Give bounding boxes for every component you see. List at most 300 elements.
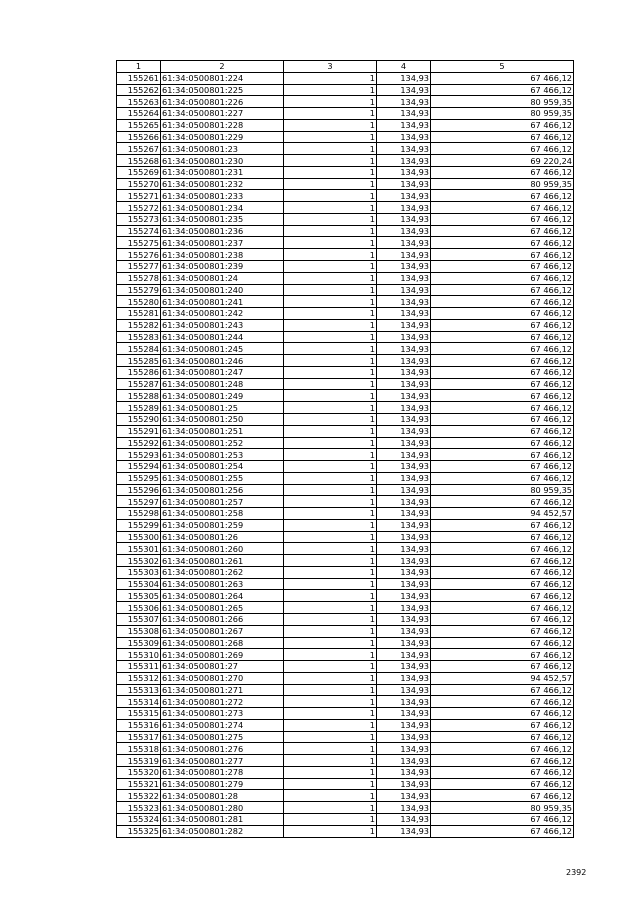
- table-row: [117, 202, 574, 214]
- count-value: 1: [284, 672, 377, 684]
- row-number: 155295: [117, 472, 161, 484]
- count-value: 1: [284, 590, 377, 602]
- cost-value: 67 466,12: [431, 308, 574, 320]
- count-value: 1: [284, 390, 377, 402]
- count-value: 1: [284, 766, 377, 778]
- count-value: 1: [284, 461, 377, 473]
- area-value: 134,93: [377, 390, 431, 402]
- cost-value: 67 466,12: [431, 602, 574, 614]
- table-row: [117, 119, 574, 131]
- cost-value: 80 959,35: [431, 178, 574, 190]
- row-number: 155315: [117, 708, 161, 720]
- count-value: 1: [284, 449, 377, 461]
- cadastral-number: 61:34:0500801:243: [161, 319, 284, 331]
- table-row: [117, 425, 574, 437]
- area-value: 134,93: [377, 296, 431, 308]
- row-number: 155324: [117, 814, 161, 826]
- cadastral-number: 61:34:0500801:265: [161, 602, 284, 614]
- count-value: 1: [284, 237, 377, 249]
- row-number: 155320: [117, 766, 161, 778]
- row-number: 155305: [117, 590, 161, 602]
- table-row: [117, 543, 574, 555]
- cadastral-number: 61:34:0500801:245: [161, 343, 284, 355]
- cadastral-number: 61:34:0500801:233: [161, 190, 284, 202]
- count-value: 1: [284, 802, 377, 814]
- row-number: 155297: [117, 496, 161, 508]
- cadastral-number: 61:34:0500801:244: [161, 331, 284, 343]
- row-number: 155310: [117, 649, 161, 661]
- area-value: 134,93: [377, 437, 431, 449]
- count-value: 1: [284, 190, 377, 202]
- cadastral-number: 61:34:0500801:234: [161, 202, 284, 214]
- count-value: 1: [284, 72, 377, 84]
- cadastral-number: 61:34:0500801:28: [161, 790, 284, 802]
- cost-value: 67 466,12: [431, 202, 574, 214]
- cadastral-number: 61:34:0500801:280: [161, 802, 284, 814]
- cadastral-number: 61:34:0500801:236: [161, 225, 284, 237]
- area-value: 134,93: [377, 814, 431, 826]
- area-value: 134,93: [377, 778, 431, 790]
- row-number: 155284: [117, 343, 161, 355]
- cost-value: 67 466,12: [431, 708, 574, 720]
- column-header: 4: [377, 61, 431, 73]
- area-value: 134,93: [377, 755, 431, 767]
- cost-value: 67 466,12: [431, 284, 574, 296]
- count-value: 1: [284, 472, 377, 484]
- table-row: [117, 437, 574, 449]
- cadastral-number: 61:34:0500801:274: [161, 719, 284, 731]
- area-value: 134,93: [377, 378, 431, 390]
- row-number: 155317: [117, 731, 161, 743]
- cadastral-number: 61:34:0500801:229: [161, 131, 284, 143]
- table-row: [117, 155, 574, 167]
- count-value: 1: [284, 755, 377, 767]
- table-row: [117, 778, 574, 790]
- row-number: 155319: [117, 755, 161, 767]
- area-value: 134,93: [377, 496, 431, 508]
- table-row: [117, 719, 574, 731]
- cadastral-number: 61:34:0500801:270: [161, 672, 284, 684]
- row-number: 155278: [117, 272, 161, 284]
- cadastral-number: 61:34:0500801:271: [161, 684, 284, 696]
- column-header: 3: [284, 61, 377, 73]
- cost-value: 94 452,57: [431, 672, 574, 684]
- cost-value: 67 466,12: [431, 814, 574, 826]
- header-row: [117, 61, 574, 73]
- area-value: 134,93: [377, 84, 431, 96]
- row-number: 155307: [117, 613, 161, 625]
- row-number: 155299: [117, 519, 161, 531]
- cadastral-number: 61:34:0500801:228: [161, 119, 284, 131]
- count-value: 1: [284, 96, 377, 108]
- cadastral-number: 61:34:0500801:277: [161, 755, 284, 767]
- cadastral-number: 61:34:0500801:27: [161, 661, 284, 673]
- cadastral-number: 61:34:0500801:253: [161, 449, 284, 461]
- area-value: 134,93: [377, 202, 431, 214]
- table-row: [117, 131, 574, 143]
- count-value: 1: [284, 649, 377, 661]
- table-row: [117, 731, 574, 743]
- count-value: 1: [284, 790, 377, 802]
- count-value: 1: [284, 555, 377, 567]
- count-value: 1: [284, 402, 377, 414]
- row-number: 155288: [117, 390, 161, 402]
- cadastral-number: 61:34:0500801:231: [161, 166, 284, 178]
- row-number: 155287: [117, 378, 161, 390]
- area-value: 134,93: [377, 355, 431, 367]
- cadastral-number: 61:34:0500801:23: [161, 143, 284, 155]
- count-value: 1: [284, 437, 377, 449]
- table-row: [117, 508, 574, 520]
- cost-value: 67 466,12: [431, 637, 574, 649]
- area-value: 134,93: [377, 225, 431, 237]
- table-row: [117, 649, 574, 661]
- row-number: 155267: [117, 143, 161, 155]
- cadastral-number: 61:34:0500801:275: [161, 731, 284, 743]
- area-value: 134,93: [377, 155, 431, 167]
- area-value: 134,93: [377, 331, 431, 343]
- table-row: [117, 461, 574, 473]
- cadastral-number: 61:34:0500801:24: [161, 272, 284, 284]
- area-value: 134,93: [377, 613, 431, 625]
- area-value: 134,93: [377, 519, 431, 531]
- cost-value: 67 466,12: [431, 696, 574, 708]
- area-value: 134,93: [377, 649, 431, 661]
- cadastral-number: 61:34:0500801:281: [161, 814, 284, 826]
- row-number: 155272: [117, 202, 161, 214]
- table-row: [117, 708, 574, 720]
- count-value: 1: [284, 284, 377, 296]
- area-value: 134,93: [377, 696, 431, 708]
- column-header: 2: [161, 61, 284, 73]
- count-value: 1: [284, 425, 377, 437]
- count-value: 1: [284, 84, 377, 96]
- page-number: 2392: [566, 868, 587, 877]
- cadastral-number: 61:34:0500801:241: [161, 296, 284, 308]
- table-row: [117, 296, 574, 308]
- cost-value: 67 466,12: [431, 625, 574, 637]
- cadastral-number: 61:34:0500801:255: [161, 472, 284, 484]
- cost-value: 67 466,12: [431, 143, 574, 155]
- row-number: 155312: [117, 672, 161, 684]
- count-value: 1: [284, 519, 377, 531]
- table-row: [117, 625, 574, 637]
- cost-value: 67 466,12: [431, 778, 574, 790]
- count-value: 1: [284, 637, 377, 649]
- count-value: 1: [284, 531, 377, 543]
- cost-value: 67 466,12: [431, 649, 574, 661]
- cadastral-number: 61:34:0500801:279: [161, 778, 284, 790]
- count-value: 1: [284, 814, 377, 826]
- count-value: 1: [284, 166, 377, 178]
- cost-value: 67 466,12: [431, 119, 574, 131]
- area-value: 134,93: [377, 531, 431, 543]
- cost-value: 94 452,57: [431, 508, 574, 520]
- count-value: 1: [284, 825, 377, 837]
- table-row: [117, 672, 574, 684]
- cadastral-number: 61:34:0500801:256: [161, 484, 284, 496]
- cost-value: 67 466,12: [431, 766, 574, 778]
- cost-value: 67 466,12: [431, 425, 574, 437]
- cadastral-number: 61:34:0500801:238: [161, 249, 284, 261]
- count-value: 1: [284, 155, 377, 167]
- area-value: 134,93: [377, 672, 431, 684]
- cost-value: 67 466,12: [431, 237, 574, 249]
- table-row: [117, 825, 574, 837]
- area-value: 134,93: [377, 566, 431, 578]
- table-row: [117, 602, 574, 614]
- count-value: 1: [284, 108, 377, 120]
- cadastral-number: 61:34:0500801:262: [161, 566, 284, 578]
- area-value: 134,93: [377, 625, 431, 637]
- cost-value: 67 466,12: [431, 390, 574, 402]
- table-row: [117, 249, 574, 261]
- row-number: 155311: [117, 661, 161, 673]
- row-number: 155285: [117, 355, 161, 367]
- area-value: 134,93: [377, 249, 431, 261]
- count-value: 1: [284, 225, 377, 237]
- area-value: 134,93: [377, 425, 431, 437]
- row-number: 155286: [117, 366, 161, 378]
- area-value: 134,93: [377, 508, 431, 520]
- row-number: 155289: [117, 402, 161, 414]
- table-row: [117, 696, 574, 708]
- area-value: 134,93: [377, 343, 431, 355]
- area-value: 134,93: [377, 472, 431, 484]
- count-value: 1: [284, 508, 377, 520]
- count-value: 1: [284, 331, 377, 343]
- area-value: 134,93: [377, 72, 431, 84]
- cost-value: 67 466,12: [431, 731, 574, 743]
- cost-value: 67 466,12: [431, 461, 574, 473]
- table-row: [117, 578, 574, 590]
- table-row: [117, 178, 574, 190]
- cadastral-number: 61:34:0500801:257: [161, 496, 284, 508]
- area-value: 134,93: [377, 96, 431, 108]
- count-value: 1: [284, 249, 377, 261]
- row-number: 155318: [117, 743, 161, 755]
- row-number: 155261: [117, 72, 161, 84]
- cadastral-number: 61:34:0500801:272: [161, 696, 284, 708]
- cadastral-number: 61:34:0500801:246: [161, 355, 284, 367]
- area-value: 134,93: [377, 684, 431, 696]
- area-value: 134,93: [377, 261, 431, 273]
- row-number: 155265: [117, 119, 161, 131]
- table-row: [117, 143, 574, 155]
- row-number: 155270: [117, 178, 161, 190]
- area-value: 134,93: [377, 284, 431, 296]
- area-value: 134,93: [377, 402, 431, 414]
- area-value: 134,93: [377, 578, 431, 590]
- row-number: 155291: [117, 425, 161, 437]
- table-row: [117, 613, 574, 625]
- table-row: [117, 684, 574, 696]
- count-value: 1: [284, 272, 377, 284]
- table-row: [117, 496, 574, 508]
- cadastral-number: 61:34:0500801:242: [161, 308, 284, 320]
- area-value: 134,93: [377, 555, 431, 567]
- cost-value: 67 466,12: [431, 378, 574, 390]
- row-number: 155325: [117, 825, 161, 837]
- cost-value: 67 466,12: [431, 566, 574, 578]
- table-row: [117, 355, 574, 367]
- table-row: [117, 390, 574, 402]
- cost-value: 80 959,35: [431, 484, 574, 496]
- row-number: 155273: [117, 213, 161, 225]
- table-row: [117, 555, 574, 567]
- row-number: 155303: [117, 566, 161, 578]
- row-number: 155306: [117, 602, 161, 614]
- area-value: 134,93: [377, 319, 431, 331]
- cost-value: 67 466,12: [431, 249, 574, 261]
- count-value: 1: [284, 319, 377, 331]
- area-value: 134,93: [377, 743, 431, 755]
- area-value: 134,93: [377, 461, 431, 473]
- cost-value: 67 466,12: [431, 590, 574, 602]
- table-row: [117, 413, 574, 425]
- cost-value: 67 466,12: [431, 72, 574, 84]
- cadastral-number: 61:34:0500801:237: [161, 237, 284, 249]
- table-row: [117, 743, 574, 755]
- cadastral-number: 61:34:0500801:267: [161, 625, 284, 637]
- cost-value: 67 466,12: [431, 661, 574, 673]
- cost-value: 67 466,12: [431, 261, 574, 273]
- cost-value: 67 466,12: [431, 366, 574, 378]
- cost-value: 67 466,12: [431, 84, 574, 96]
- row-number: 155269: [117, 166, 161, 178]
- row-number: 155302: [117, 555, 161, 567]
- count-value: 1: [284, 708, 377, 720]
- area-value: 134,93: [377, 449, 431, 461]
- row-number: 155322: [117, 790, 161, 802]
- cost-value: 67 466,12: [431, 272, 574, 284]
- count-value: 1: [284, 143, 377, 155]
- cost-value: 67 466,12: [431, 519, 574, 531]
- row-number: 155313: [117, 684, 161, 696]
- count-value: 1: [284, 496, 377, 508]
- cadastral-number: 61:34:0500801:261: [161, 555, 284, 567]
- table-row: [117, 519, 574, 531]
- count-value: 1: [284, 661, 377, 673]
- count-value: 1: [284, 743, 377, 755]
- count-value: 1: [284, 202, 377, 214]
- cost-value: 67 466,12: [431, 225, 574, 237]
- table-row: [117, 637, 574, 649]
- area-value: 134,93: [377, 661, 431, 673]
- cadastral-number: 61:34:0500801:251: [161, 425, 284, 437]
- table-row: [117, 590, 574, 602]
- table-row: [117, 72, 574, 84]
- cadastral-number: 61:34:0500801:273: [161, 708, 284, 720]
- cost-value: 67 466,12: [431, 472, 574, 484]
- row-number: 155296: [117, 484, 161, 496]
- cadastral-number: 61:34:0500801:232: [161, 178, 284, 190]
- table-row: [117, 766, 574, 778]
- row-number: 155314: [117, 696, 161, 708]
- area-value: 134,93: [377, 484, 431, 496]
- cadastral-number: 61:34:0500801:25: [161, 402, 284, 414]
- table-row: [117, 331, 574, 343]
- count-value: 1: [284, 566, 377, 578]
- area-value: 134,93: [377, 108, 431, 120]
- area-value: 134,93: [377, 708, 431, 720]
- row-number: 155308: [117, 625, 161, 637]
- count-value: 1: [284, 613, 377, 625]
- row-number: 155323: [117, 802, 161, 814]
- area-value: 134,93: [377, 366, 431, 378]
- area-value: 134,93: [377, 543, 431, 555]
- cadastral-number: 61:34:0500801:26: [161, 531, 284, 543]
- cadastral-number: 61:34:0500801:282: [161, 825, 284, 837]
- area-value: 134,93: [377, 719, 431, 731]
- cost-value: 67 466,12: [431, 613, 574, 625]
- cadastral-number: 61:34:0500801:252: [161, 437, 284, 449]
- count-value: 1: [284, 578, 377, 590]
- cadastral-number: 61:34:0500801:269: [161, 649, 284, 661]
- cost-value: 67 466,12: [431, 790, 574, 802]
- area-value: 134,93: [377, 119, 431, 131]
- count-value: 1: [284, 355, 377, 367]
- cadastral-number: 61:34:0500801:239: [161, 261, 284, 273]
- table-row: [117, 402, 574, 414]
- area-value: 134,93: [377, 602, 431, 614]
- cadastral-number: 61:34:0500801:226: [161, 96, 284, 108]
- cost-value: 67 466,12: [431, 413, 574, 425]
- cost-value: 69 220,24: [431, 155, 574, 167]
- table-row: [117, 108, 574, 120]
- count-value: 1: [284, 484, 377, 496]
- cadastral-number: 61:34:0500801:227: [161, 108, 284, 120]
- table-row: [117, 755, 574, 767]
- area-value: 134,93: [377, 637, 431, 649]
- row-number: 155266: [117, 131, 161, 143]
- cost-value: 67 466,12: [431, 402, 574, 414]
- row-number: 155275: [117, 237, 161, 249]
- table-row: [117, 343, 574, 355]
- row-number: 155279: [117, 284, 161, 296]
- cadastral-number: 61:34:0500801:250: [161, 413, 284, 425]
- cost-value: 67 466,12: [431, 131, 574, 143]
- count-value: 1: [284, 543, 377, 555]
- cadastral-number: 61:34:0500801:225: [161, 84, 284, 96]
- table-row: [117, 484, 574, 496]
- cost-value: 67 466,12: [431, 496, 574, 508]
- cost-value: 80 959,35: [431, 802, 574, 814]
- cost-value: 67 466,12: [431, 331, 574, 343]
- count-value: 1: [284, 731, 377, 743]
- area-value: 134,93: [377, 213, 431, 225]
- row-number: 155304: [117, 578, 161, 590]
- cadastral-number: 61:34:0500801:230: [161, 155, 284, 167]
- column-header: 1: [117, 61, 161, 73]
- cadastral-number: 61:34:0500801:278: [161, 766, 284, 778]
- table-row: [117, 84, 574, 96]
- count-value: 1: [284, 366, 377, 378]
- row-number: 155321: [117, 778, 161, 790]
- count-value: 1: [284, 602, 377, 614]
- row-number: 155298: [117, 508, 161, 520]
- count-value: 1: [284, 778, 377, 790]
- count-value: 1: [284, 378, 377, 390]
- table-row: [117, 378, 574, 390]
- row-number: 155281: [117, 308, 161, 320]
- cadastral-number: 61:34:0500801:254: [161, 461, 284, 473]
- area-value: 134,93: [377, 825, 431, 837]
- row-number: 155274: [117, 225, 161, 237]
- cost-value: 67 466,12: [431, 319, 574, 331]
- area-value: 134,93: [377, 143, 431, 155]
- cadastral-number: 61:34:0500801:249: [161, 390, 284, 402]
